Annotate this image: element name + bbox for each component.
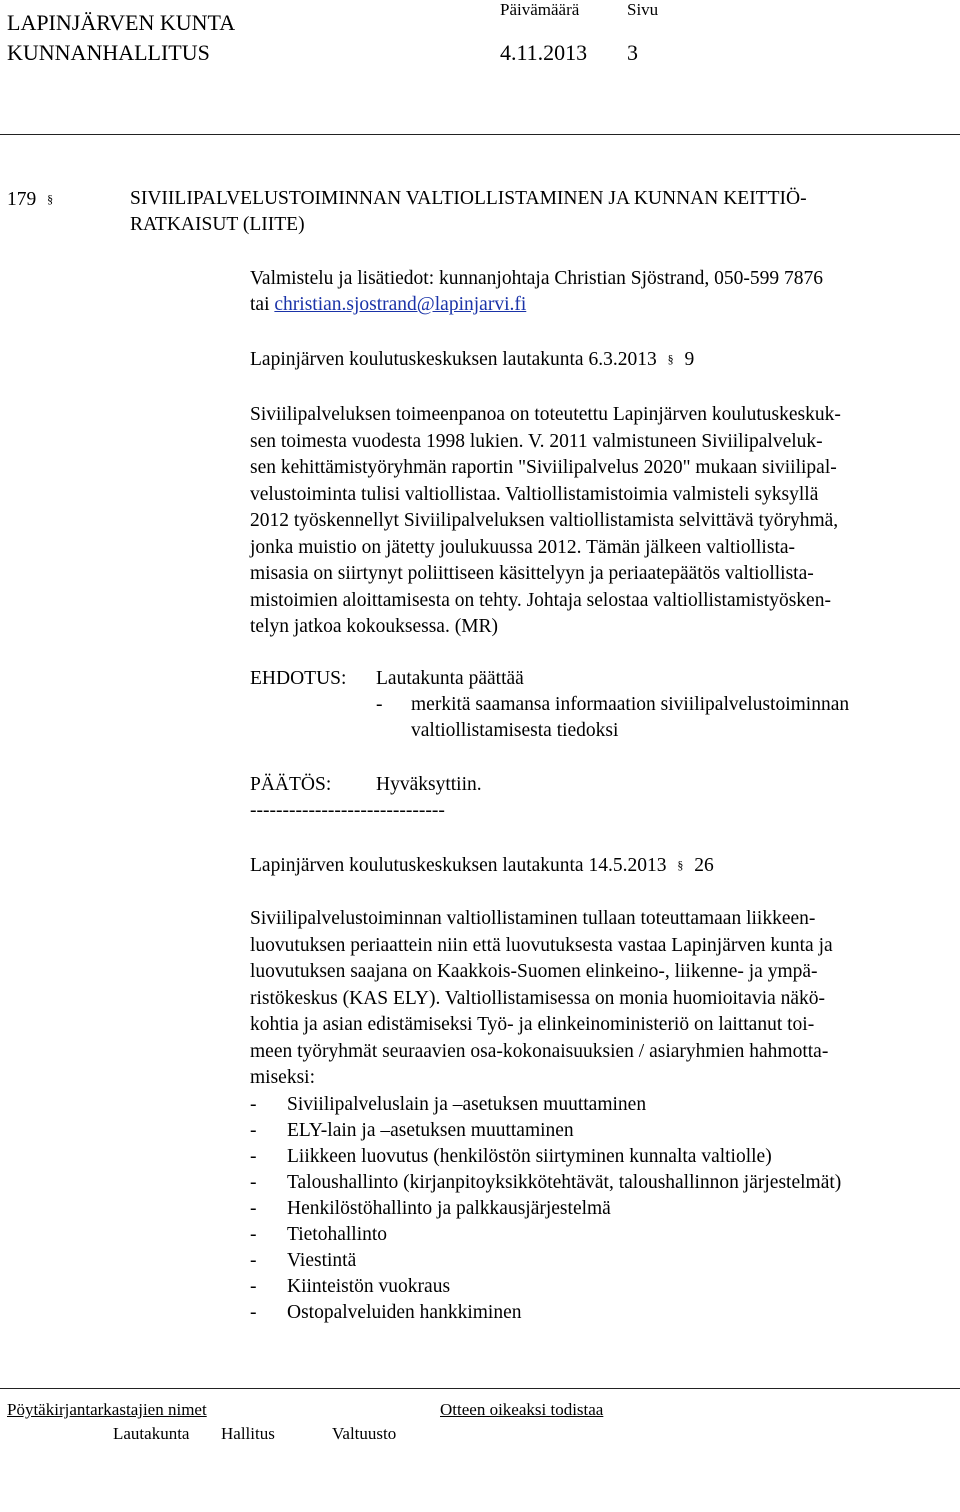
org-name: LAPINJÄRVEN KUNTA [7,10,236,35]
list-item-text: Taloushallinto (kirjanpitoyksikkötehtävät, taloushallinnon järjestelmät) [287,1172,842,1193]
item-number-line [7,186,59,214]
section-sign-icon: § [47,192,54,206]
paragraph-line: jonka muistio on jätetty joulukuussa 2012. Tämän jälkeen valtiollista- [250,536,796,558]
footer-divider [0,1388,960,1389]
paragraph-1 [250,402,841,641]
paragraph-line: sen kehittämistyöryhmän raportin "Siviilipalvelus 2020" mukaan siviilipal- [250,457,837,478]
footer-col-hallitus: Hallitus [221,1424,275,1443]
decision-separator: ------------------------------ [250,800,445,821]
list-item-text: Liikkeen luovutus (henkilöstön siirtyminen kunnalta valtiolle) [287,1146,772,1167]
board-reference-1-text: Lapinjärven koulutuskeskuksen lautakunta 6.3.2013 [250,349,657,370]
proposal-dash: - [376,694,383,715]
proposal-text: Lautakunta päättää [376,668,524,689]
paragraph-line: Siviilipalvelustoiminnan valtiollistaminen tullaan toteuttamaan liikkeen- [250,908,816,929]
board-reference-1-number: 9 [684,349,695,370]
list-dash: - [250,1198,257,1219]
paragraph-line: ristökeskus (KAS ELY). Valtiollistamisessa on monia huomioitavia näkö- [250,987,826,1009]
paragraph-line: meen työryhmät seuraavien osa-kokonaisuuksien / asiaryhmien hahmotta- [250,1040,829,1062]
list-item-text: Siviilipalveluslain ja –asetuksen muuttaminen [287,1094,647,1115]
list-item-text: Kiinteistön vuokraus [287,1276,451,1297]
list-item [250,1222,387,1249]
preparation-line1: Valmistelu ja lisätiedot: kunnanjohtaja Christian Sjöstrand, 050-599 7876 [250,268,824,289]
meeting-date: 4.11.2013 [500,40,588,65]
list-dash: - [250,1146,257,1167]
paragraph-line: luovutuksen periaattein niin että luovutuksesta vastaa Lapinjärven kunta ja [250,934,833,956]
paragraph-line: mistoimien aloittamisesta on tehty. Johtaja selostaa valtiollistamistyösken- [250,589,831,611]
body-name: KUNNANHALLITUS [7,40,210,65]
board-reference-2-text: Lapinjärven koulutuskeskuksen lautakunta 14.5.2013 [250,855,667,876]
list-dash: - [250,1276,257,1297]
list-dash: - [250,1302,257,1323]
header-divider [0,134,960,135]
decision-text: Hyväksyttiin. [376,774,482,795]
board-reference-2-number: 26 [694,855,714,876]
list-item-text: Ostopalveluiden hankkiminen [287,1302,522,1323]
paragraph-line: misasia on siirtynyt poliittiseen käsittelyyn ja periaatepäätös valtiollista- [250,563,814,584]
paragraph-2 [250,906,833,1092]
page-number: 3 [627,40,638,65]
proposal-item-line2: valtiollistamisesta tiedoksi [411,720,619,741]
paragraph-line: Siviilipalveluksen toimeenpanoa on toteutettu Lapinjärven koulutuskeskuk- [250,404,841,425]
list-item-text: Viestintä [287,1250,357,1271]
list-dash: - [250,1094,257,1115]
proposal-label: EHDOTUS: [250,668,347,689]
section-sign-icon: § [677,858,684,872]
paragraph-line: miseksi: [250,1067,316,1088]
list-dash: - [250,1172,257,1193]
item-number: 179 [7,189,37,210]
list-item [250,1092,646,1119]
decision-label: PÄÄTÖS: [250,774,332,795]
list-item [250,1144,772,1171]
list-item [250,1118,574,1145]
proposal-item-line1: merkitä saamansa informaation siviilipalvelustoiminnan [411,694,850,715]
paragraph-line: sen toimesta vuodesta 1998 lukien. V. 2011 valmistuneen Siviilipalveluk- [250,430,823,452]
footer-col-valtuusto: Valtuusto [332,1424,397,1443]
paragraph-line: velustoiminta tulisi valtiollistaa. Valtiollistamistoimia valmisteli syksyllä [250,483,819,505]
paragraph-line: kohtia ja asian edistämiseksi Työ- ja elinkeinoministeriö on laittanut toi- [250,1014,815,1035]
list-dash: - [250,1120,257,1141]
preparation-prefix: tai [250,294,275,315]
signers-label: Pöytäkirjantarkastajien nimet [7,1400,207,1419]
item-title-line1: SIVIILIPALVELUSTOIMINNAN VALTIOLLISTAMINEN JA KUNNAN KEITTIÖ- [130,188,807,209]
board-reference-1 [250,346,694,374]
list-item [250,1248,356,1275]
date-label: Päivämäärä [500,0,580,19]
paragraph-line: 2012 työskennellyt Siviilipalveluksen valtiollistamista selvittävä työryhmä, [250,510,839,531]
certified-label: Otteen oikeaksi todistaa [440,1400,604,1419]
board-reference-2 [250,852,714,880]
paragraph-line: telyn jatkoa kokouksessa. (MR) [250,616,499,637]
list-dash: - [250,1250,257,1271]
list-item [250,1170,841,1197]
list-item-text: Tietohallinto [287,1224,388,1245]
list-item [250,1196,611,1223]
preparation-line2 [250,292,526,319]
footer-col-lautakunta: Lautakunta [113,1424,190,1443]
page-label: Sivu [627,0,659,19]
list-item-text: Henkilöstöhallinto ja palkkausjärjestelmä [287,1198,611,1219]
list-item [250,1300,522,1327]
paragraph-line: luovutuksen saajana on Kaakkois-Suomen elinkeino-, liikenne- ja ympä- [250,961,818,982]
list-item-text: ELY-lain ja –asetuksen muuttaminen [287,1120,574,1141]
list-dash: - [250,1224,257,1245]
email-link[interactable]: christian.sjostrand@lapinjarvi.fi [274,294,527,315]
section-sign-icon: § [667,352,674,366]
list-item [250,1274,450,1301]
item-title-line2: RATKAISUT (LIITE) [130,214,305,235]
